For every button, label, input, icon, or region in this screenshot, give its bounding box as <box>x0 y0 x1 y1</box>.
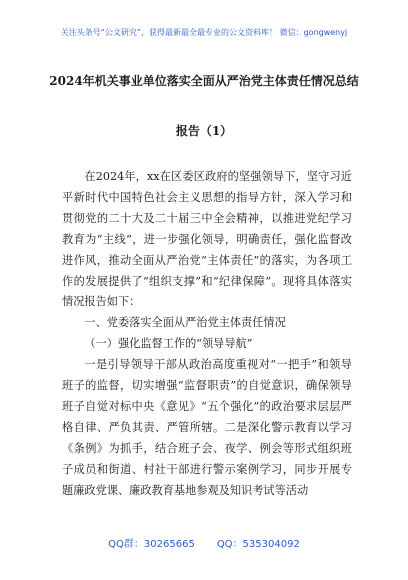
subsection-heading: （一）强化监督工作的“领导导航” <box>84 337 253 351</box>
promo-banner: 关注头条号“公文研究”，获得最新最全最专业的公文资料库！ 微信：gongwenyj <box>60 28 348 37</box>
document-title: 2024年机关事业单位落实全面从严治党主体责任情况总结 <box>49 74 359 88</box>
document-body <box>62 167 352 502</box>
body-paragraph: 一是引导领导干部从政治高度重视对“一把手”和领导班子的监督，切实增强“监督职责”的自觉意识，确保领导班子自觉对标中央《意见》“五个强化”的政治要求层层严格自律、严负其责、严管所辖。二是深化警示教育以学习《条例》为抓手，结合班子会、夜学、例会等形式组织班子成员和街道、村社干部进行警示案例学习，同步开展专题廉政党课、廉政教育基地参观及知识考试等活动 <box>62 358 352 497</box>
contact-footer <box>0 535 408 550</box>
document-title-continued: 报告（1） <box>175 124 233 138</box>
section-heading: 一、党委落实全面从严治党主体责任情况 <box>84 316 286 330</box>
qq-contact-label: QQ：535304092 <box>216 539 300 550</box>
qq-group-label: QQ群：30265665 <box>108 539 195 550</box>
intro-paragraph: 在2024年，xx在区委区政府的坚强领导下，坚守习近平新时代中国特色社会主义思想的指导方针，深入学习和贯彻党的二十大及二十届三中全会精神，以推进党纪学习教育为“主线”，进一步强化领导，明确责任，强化监督改进作风，推动全面从严治党“主体责任”的落实，为各项工作的发展提供了“组织支撑”和“纪律保障”。现将具体落实情况报告如下： <box>62 170 352 309</box>
